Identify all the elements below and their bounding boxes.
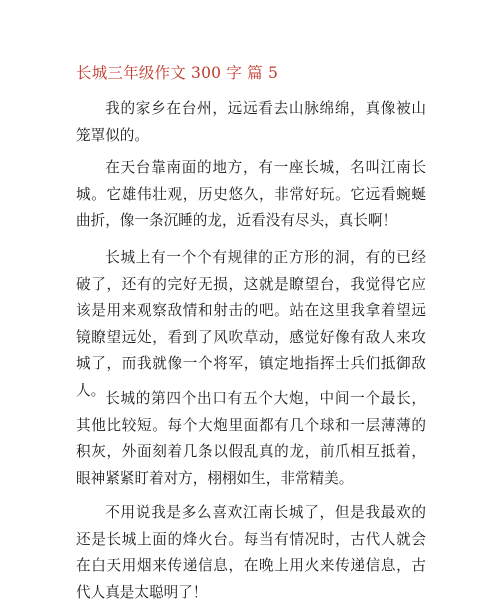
paragraph-3: 长城上有一个个有规律的正方形的洞，有的已经破了，还有的完好无损，这就是瞭望台，我觉得它应该是用来观察敌情和射击的吧。站在这里我拿着望远镜瞭望远处，看到了风吹草动，感觉好像有敌人来攻城了，而我就像一个将军，镇定地指挥士兵们抵御敌人。 [76,249,426,399]
document-title: 长城三年级作文 300 字 篇 5 [76,64,279,82]
paragraph-4: 长城的第四个出口有五个大炮，中间一个最长，其他比较短。每个大炮里面都有几个球和一层薄薄的积灰，外面刻着几条以假乱真的龙，前爪相互抵着，眼神紧紧盯着对方，栩栩如生，非常精美。 [76,390,426,487]
paragraph-1: 我的家乡在台州，远远看去山脉绵绵，真像被山笼罩似的。 [76,100,426,144]
paragraph-2: 在天台靠南面的地方，有一座长城，名叫江南长城。它雄伟壮观，历史悠久，非常好玩。它远看蜿蜒曲折，像一条沉睡的龙，近看没有尽头，真长啊！ [76,159,426,229]
paragraph-5: 不用说我是多么喜欢江南长城了，但是我最欢的还是长城上面的烽火台。每当有情况时，古代人就会在白天用烟来传递信息，在晚上用火来传递信息，古代人真是太聪明了！ [76,504,426,601]
